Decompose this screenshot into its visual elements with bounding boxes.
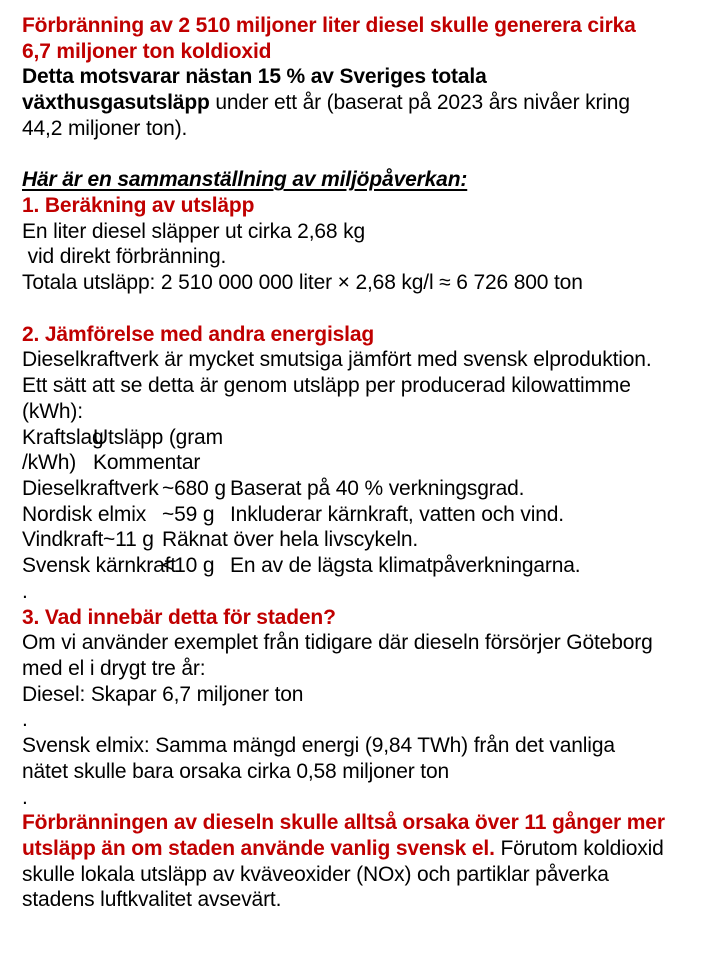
text-line [22, 64, 712, 90]
text-run: växthusgasutsläpp [22, 91, 210, 115]
text-run: Svensk elmix: Samma mängd energi (9,84 TWh) från det vanliga [22, 734, 615, 758]
text-line [22, 39, 712, 65]
table-cell: ~680 g [162, 476, 226, 500]
text-run: Totala utsläpp: 2 510 000 000 liter × 2,68 kg/l ≈ 6 726 800 ton [22, 271, 583, 295]
text-line [22, 347, 712, 373]
table-line [22, 425, 712, 451]
table-cell: Kommentar [93, 451, 201, 475]
table-line [22, 450, 712, 476]
text-line [22, 399, 712, 425]
text-run: Förutom koldioxid [494, 837, 664, 860]
text-run: 2. Jämförelse med andra energislag [22, 322, 375, 346]
text-run: Om vi använder exemplet från tidigare där dieseln försörjer Göteborg [22, 631, 653, 655]
text-run: stadens luftkvalitet avsevärt. [22, 888, 282, 912]
text-run: Ett sätt att se detta är genom utsläpp per producerad kilowattimme [22, 374, 631, 398]
text-line [22, 887, 712, 913]
text-run: utsläpp än om staden använde vanlig svensk el. [22, 837, 495, 860]
text-run: skulle lokala utsläpp av kväveoxider (NOx) och partiklar påverka [22, 862, 609, 886]
table-cell: Nordisk elmix [22, 502, 147, 526]
table-cell: Vindkraft [22, 528, 104, 552]
text-line [22, 707, 712, 733]
table-line [22, 502, 712, 528]
text-run: Här är en sammanställning av miljöpåverkan: [22, 168, 468, 192]
text-run: med el i drygt tre år: [22, 656, 206, 680]
text-run: 44,2 miljoner ton). [22, 116, 188, 140]
text-line [22, 322, 712, 348]
text-line [22, 579, 712, 605]
table-cell: Dieselkraftverk [22, 476, 159, 500]
text-line [22, 13, 712, 39]
text-run: Förbränningen av dieseln skulle alltså orsaka över 11 gånger mer [22, 811, 665, 835]
table-cell: Kraftslag [22, 425, 104, 449]
text-line [22, 193, 712, 219]
blank-line [22, 142, 712, 168]
text-line [22, 373, 712, 399]
text-line [22, 785, 712, 811]
text-line [22, 759, 712, 785]
table-cell: Räknat över hela livscykeln. [162, 528, 419, 552]
text-line [22, 836, 712, 862]
table-cell: <10 g [162, 554, 215, 578]
text-run: nätet skulle bara orsaka cirka 0,58 miljoner ton [22, 759, 450, 783]
text-run: En liter diesel släpper ut cirka 2,68 kg [22, 219, 366, 243]
table-cell: Inkluderar kärnkraft, vatten och vind. [230, 502, 564, 526]
table-line [22, 527, 712, 553]
text-line [22, 244, 712, 270]
text-line [22, 733, 712, 759]
text-run: (kWh): [22, 399, 83, 423]
text-run: Dieselkraftverk är mycket smutsiga jämfört med svensk elproduktion. [22, 348, 652, 372]
blank-line [22, 296, 712, 322]
text-run: . [22, 708, 28, 732]
table-cell: ~11 g [103, 528, 154, 552]
text-line [22, 682, 712, 708]
text-run: Diesel: Skapar 6,7 miljoner ton [22, 682, 304, 706]
text-run: . [22, 785, 28, 809]
table-cell: ~59 g [162, 502, 215, 526]
table-cell: Utsläpp (gram [93, 425, 223, 449]
text-line [22, 167, 712, 193]
text-run: 1. Beräkning av utsläpp [22, 194, 255, 218]
text-line [22, 630, 712, 656]
text-line [22, 270, 712, 296]
text-line [22, 605, 712, 631]
text-line [22, 116, 712, 142]
text-run: vid direkt förbränning. [22, 245, 227, 269]
text-line [22, 810, 712, 836]
text-line [22, 219, 712, 245]
text-run: . [22, 579, 28, 603]
text-run: 6,7 miljoner ton koldioxid [22, 39, 272, 63]
table-cell: En av de lägsta klimatpåverkningarna. [230, 554, 581, 578]
table-line [22, 476, 712, 502]
table-line [22, 553, 712, 579]
text-run: under ett år (baserat på 2023 års nivåer kring [209, 91, 630, 115]
text-run: 3. Vad innebär detta för staden? [22, 605, 336, 629]
text-run: Förbränning av 2 510 miljoner liter diesel skulle generera cirka [22, 14, 636, 37]
table-cell: Baserat på 40 % verkningsgrad. [230, 476, 525, 500]
text-line [22, 90, 712, 116]
table-cell: Svensk kärnkraft [22, 554, 176, 578]
text-run: Detta motsvarar nästan 15 % av Sveriges totala [22, 65, 487, 89]
table-cell: /kWh) [22, 451, 77, 475]
text-line [22, 862, 712, 888]
text-line [22, 656, 712, 682]
